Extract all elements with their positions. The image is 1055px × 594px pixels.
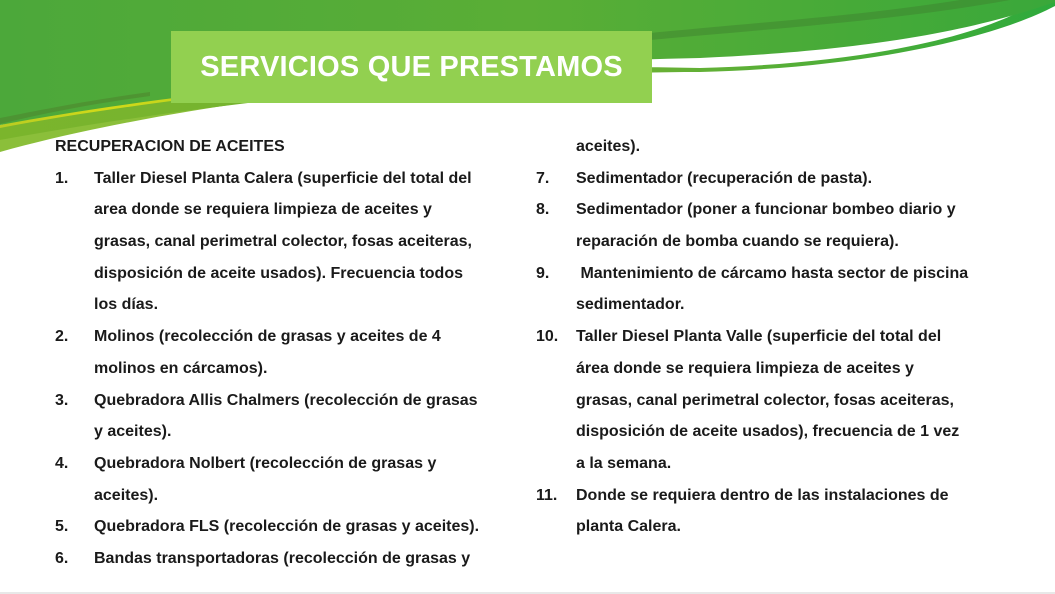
item-text: Molinos (recolección de grasas y aceites de 4	[94, 328, 441, 346]
list-item	[536, 385, 1036, 417]
left-column	[55, 131, 535, 575]
item-text: aceites).	[576, 138, 641, 155]
list-item	[536, 226, 1036, 258]
item-text: disposición de aceite usados). Frecuencia todos	[94, 264, 463, 282]
list-item	[536, 194, 1036, 226]
section-heading-row	[55, 131, 535, 163]
item-text: Taller Diesel Planta Valle (superficie del total del	[576, 328, 942, 346]
item-text: área donde se requiera limpieza de aceites y	[576, 359, 914, 377]
item-number: 9.	[536, 264, 550, 282]
item-text: los días.	[94, 296, 159, 314]
list-item	[536, 480, 1036, 512]
list-item	[55, 511, 535, 543]
list-item	[536, 163, 1036, 195]
slide-title: SERVICIOS QUE PRESTAMOS	[200, 50, 623, 83]
item-text: Sedimentador (poner a funcionar bombeo diario y	[576, 201, 956, 219]
item-text: molinos en cárcamos).	[94, 359, 268, 377]
item-number: 5.	[55, 518, 69, 536]
item-text: a la semana.	[576, 454, 672, 472]
item-text: disposición de aceite usados), frecuencia de 1 vez	[576, 423, 960, 441]
list-item	[55, 385, 535, 417]
item-text: sedimentador.	[576, 296, 685, 314]
list-item	[536, 258, 1036, 290]
list-item	[55, 480, 535, 512]
item-text: Bandas transportadoras (recolección de grasas y	[94, 549, 471, 567]
item-text: Sedimentador (recuperación de pasta).	[576, 169, 873, 187]
item-text: Mantenimiento de cárcamo hasta sector de piscina	[576, 264, 969, 282]
section-heading: RECUPERACION DE ACEITES	[55, 138, 285, 155]
item-text: Donde se requiera dentro de las instalaciones de	[576, 486, 949, 504]
item-number: 8.	[536, 201, 550, 219]
list-item	[536, 448, 1036, 480]
list-item	[55, 289, 535, 321]
item-text: Taller Diesel Planta Calera (superficie del total del	[94, 169, 472, 187]
list-item	[55, 543, 535, 575]
title-banner	[171, 31, 652, 103]
item-text: planta Calera.	[576, 518, 681, 536]
item-text: aceites).	[94, 486, 159, 504]
item-text: y aceites).	[94, 423, 172, 441]
item-number: 6.	[55, 549, 69, 567]
list-item	[55, 163, 535, 195]
list-item	[536, 321, 1036, 353]
item-number: 10.	[536, 328, 559, 346]
item-number: 7.	[536, 169, 550, 187]
list-item	[536, 353, 1036, 385]
item-text: grasas, canal perimetral colector, fosas aceiteras,	[94, 233, 472, 251]
list-item	[536, 416, 1036, 448]
item-number: 2.	[55, 328, 69, 346]
list-item	[55, 448, 535, 480]
right-column	[536, 131, 1036, 543]
list-item	[55, 321, 535, 353]
list-item	[55, 353, 535, 385]
list-item	[55, 258, 535, 290]
item-text: reparación de bomba cuando se requiera).	[576, 233, 899, 251]
item-text: Quebradora Allis Chalmers (recolección de grasas	[94, 391, 478, 409]
item-text: area donde se requiera limpieza de aceites y	[94, 201, 432, 219]
item-number: 4.	[55, 454, 69, 472]
item-text: Quebradora FLS (recolección de grasas y aceites).	[94, 518, 480, 536]
item-number: 3.	[55, 391, 69, 409]
item-text: grasas, canal perimetral colector, fosas aceiteras,	[576, 391, 954, 409]
list-item	[536, 131, 1036, 163]
list-item	[536, 511, 1036, 543]
item-number: 1.	[55, 169, 69, 187]
list-item	[536, 289, 1036, 321]
item-text: Quebradora Nolbert (recolección de grasas y	[94, 454, 437, 472]
list-item	[55, 416, 535, 448]
list-item	[55, 194, 535, 226]
list-item	[55, 226, 535, 258]
item-number: 11.	[536, 486, 558, 504]
